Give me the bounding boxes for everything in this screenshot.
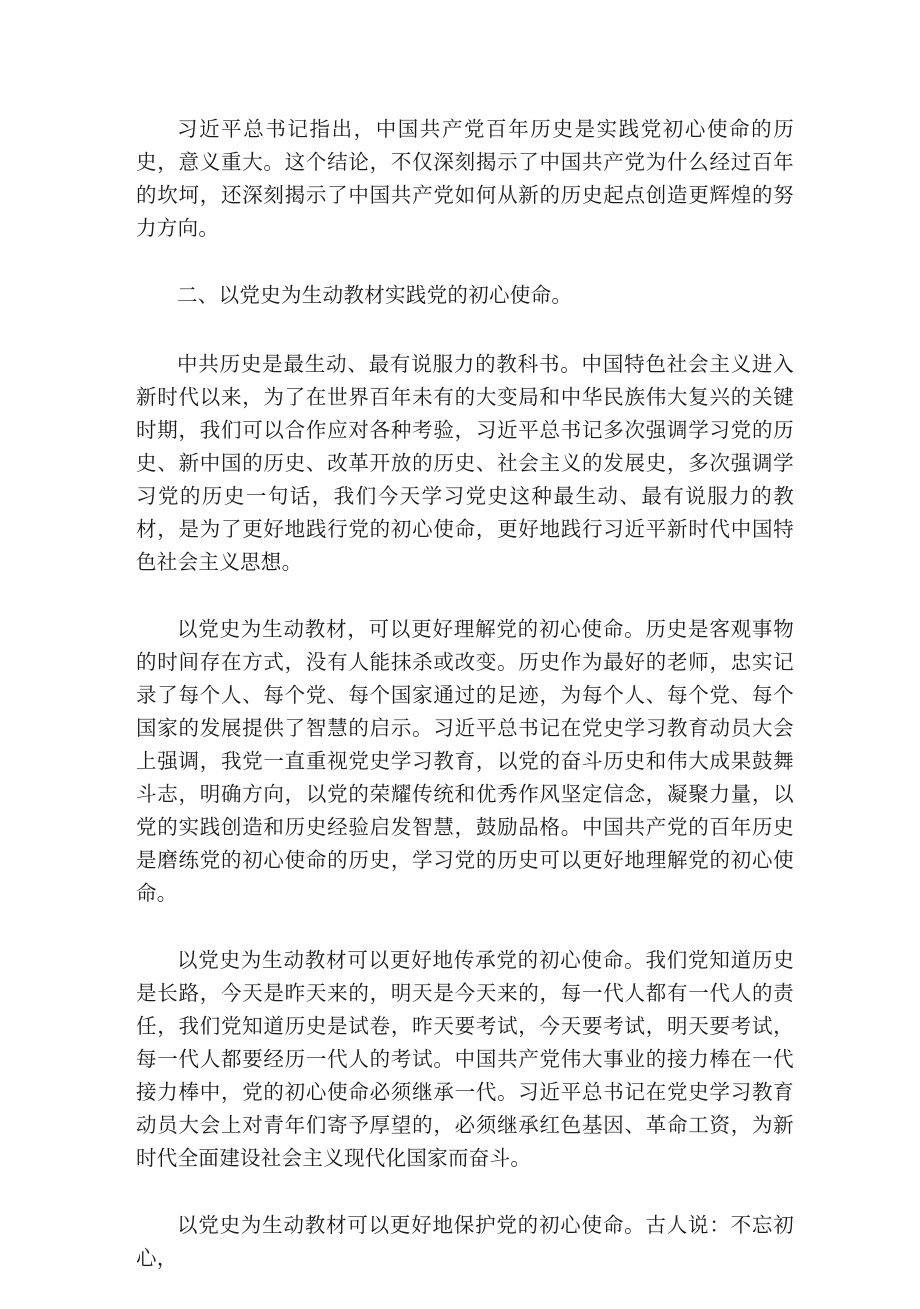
- section-heading: 二、以党史为生动教材实践党的初心使命。: [177, 283, 573, 307]
- paragraph-protect: 以党史为生动教材可以更好地保护党的初心使命。古人说：不忘初心，: [136, 1213, 794, 1270]
- paragraph-inherit: 以党史为生动教材可以更好地传承党的初心使命。我们党知道历史是长路，今天是昨天来的，明天是今天来的，每一代人都有一代人的责任，我们党知道历史是试卷，昨天要考试，今天要考试，明天要考试，每一代人都要经历一代人的考试。中国共产党伟大事业的接力棒在一代接力棒中，党的初心使命必须继承一代。习近平总书记在党史学习教育动员大会上对青年们寄予厚望的，必须继承红色基因、革命工资，为新时代全面建设社会主义现代化国家而奋斗。: [136, 948, 794, 1170]
- paragraph-textbook: 中共历史是最生动、最有说服力的教科书。中国特色社会主义进入新时代以来，为了在世界百年未有的大变局和中华民族伟大复兴的关键时期，我们可以合作应对各种考验，习近平总书记多次强调学习党的历史、新中国的历史、改革开放的历史、社会主义的发展史，多次强调学习党的历史一句话，我们今天学习党史这种最生动、最有说服力的教材，是为了更好地践行党的初心使命，更好地践行习近平新时代中国特色社会主义思想。: [136, 352, 794, 574]
- paragraph-intro: 习近平总书记指出，中国共产党百年历史是实践党初心使命的历史，意义重大。这个结论，不仅深刻揭示了中国共产党为什么经过百年的坎坷，还深刻揭示了中国共产党如何从新的历史起点创造更辉煌的努力方向。: [136, 117, 794, 240]
- document-body: [136, 113, 794, 1309]
- paragraph-understand: 以党史为生动教材，可以更好理解党的初心使命。历史是客观事物的时间存在方式，没有人能抹杀或改变。历史作为最好的老师，忠实记录了每个人、每个党、每个国家通过的足迹，为每个人、每个党、每个国家的发展提供了智慧的启示。习近平总书记在党史学习教育动员大会上强调，我党一直重视党史学习教育，以党的奋斗历史和伟大成果鼓舞斗志，明确方向，以党的荣耀传统和优秀作风坚定信念，凝聚力量，以党的实践创造和历史经验启发智慧，鼓励品格。中国共产党的百年历史是磨练党的初心使命的历史，学习党的历史可以更好地理解党的初心使命。: [136, 617, 794, 905]
